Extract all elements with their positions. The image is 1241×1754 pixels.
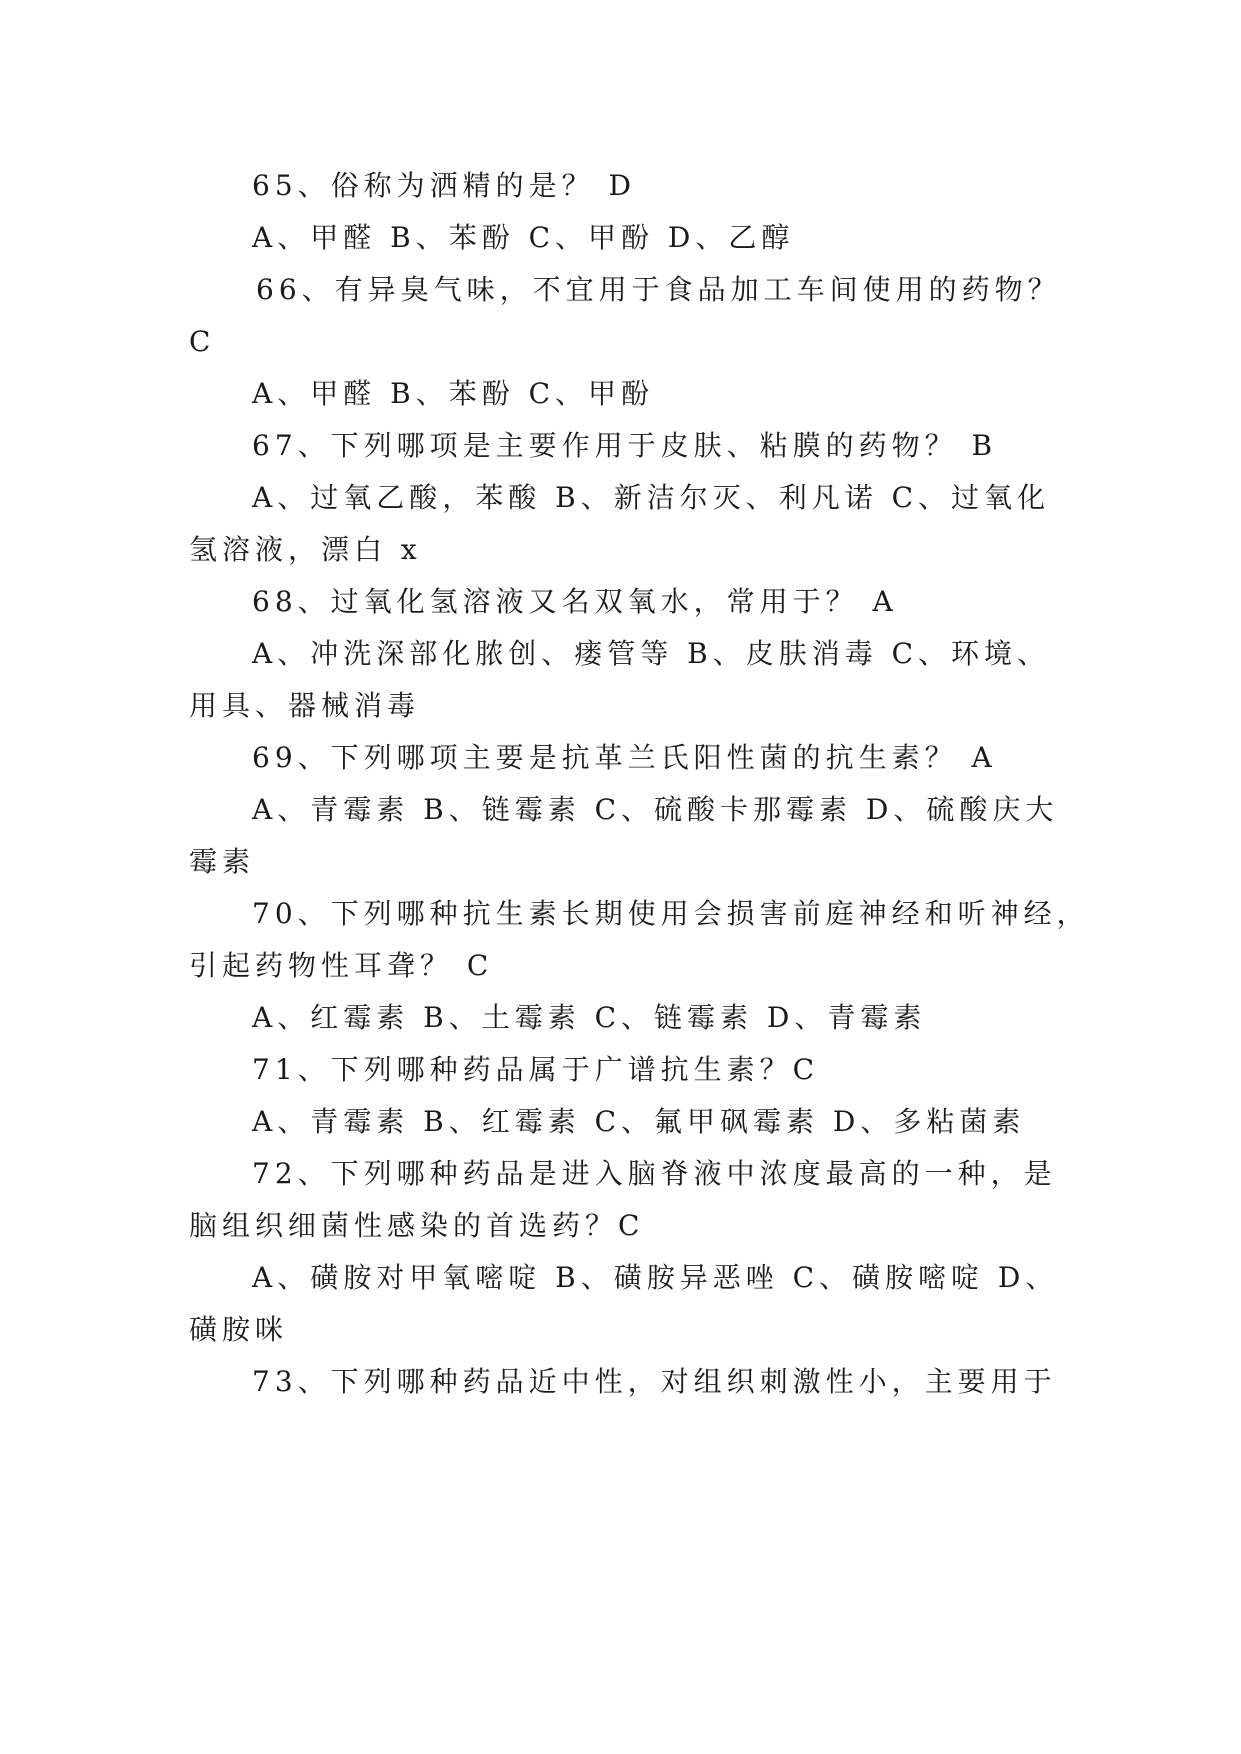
options-69-cont: 霉素 <box>189 845 256 878</box>
question-68: 68、过氧化氢溶液又名双氧水，常用于？ A <box>252 585 898 618</box>
question-71: 71、下列哪种药品属于广谱抗生素？C <box>252 1053 820 1086</box>
question-69: 69、下列哪项主要是抗革兰氏阳性菌的抗生素？ A <box>252 741 997 774</box>
question-65: 65、俗称为洒精的是？ D <box>252 169 636 202</box>
question-66: 66、有异臭气味，不宜用于食品加工车间使用的药物？ <box>256 273 1061 306</box>
question-73: 73、下列哪种药品近中性，对组织刺激性小，主要用于 <box>252 1365 1057 1398</box>
options-65: A、甲醛 B、苯酚 C、甲酚 D、乙醇 <box>252 221 795 254</box>
question-70: 70、下列哪种抗生素长期使用会损害前庭神经和听神经， <box>252 897 1090 930</box>
question-67: 67、下列哪项是主要作用于皮肤、粘膜的药物？ B <box>252 429 998 462</box>
question-70-cont: 引起药物性耳聋？ C <box>189 949 494 982</box>
options-67: A、过氧乙酸，苯酸 B、新洁尔灭、利凡诺 C、过氧化 <box>252 481 1051 514</box>
question-66-answer: C <box>189 325 216 358</box>
options-68-cont: 用具、器械消毒 <box>189 689 421 722</box>
options-72: A、磺胺对甲氧嘧啶 B、磺胺异恶唑 C、磺胺嘧啶 D、 <box>252 1261 1059 1294</box>
options-68: A、冲洗深部化脓创、瘘管等 B、皮肤消毒 C、环境、 <box>252 637 1051 670</box>
options-69: A、青霉素 B、链霉素 C、硫酸卡那霉素 D、硫酸庆大 <box>252 793 1059 826</box>
question-72: 72、下列哪种药品是进入脑脊液中浓度最高的一种，是 <box>252 1157 1057 1190</box>
options-72-cont: 磺胺咪 <box>189 1313 289 1346</box>
options-67-cont: 氢溶液，漂白 x <box>189 533 422 566</box>
options-66: A、甲醛 B、苯酚 C、甲酚 <box>252 377 655 410</box>
options-70: A、红霉素 B、土霉素 C、链霉素 D、青霉素 <box>252 1001 927 1034</box>
question-72-cont: 脑组织细菌性感染的首选药？C <box>189 1209 645 1242</box>
options-71: A、青霉素 B、红霉素 C、氟甲砜霉素 D、多粘菌素 <box>252 1105 1026 1138</box>
